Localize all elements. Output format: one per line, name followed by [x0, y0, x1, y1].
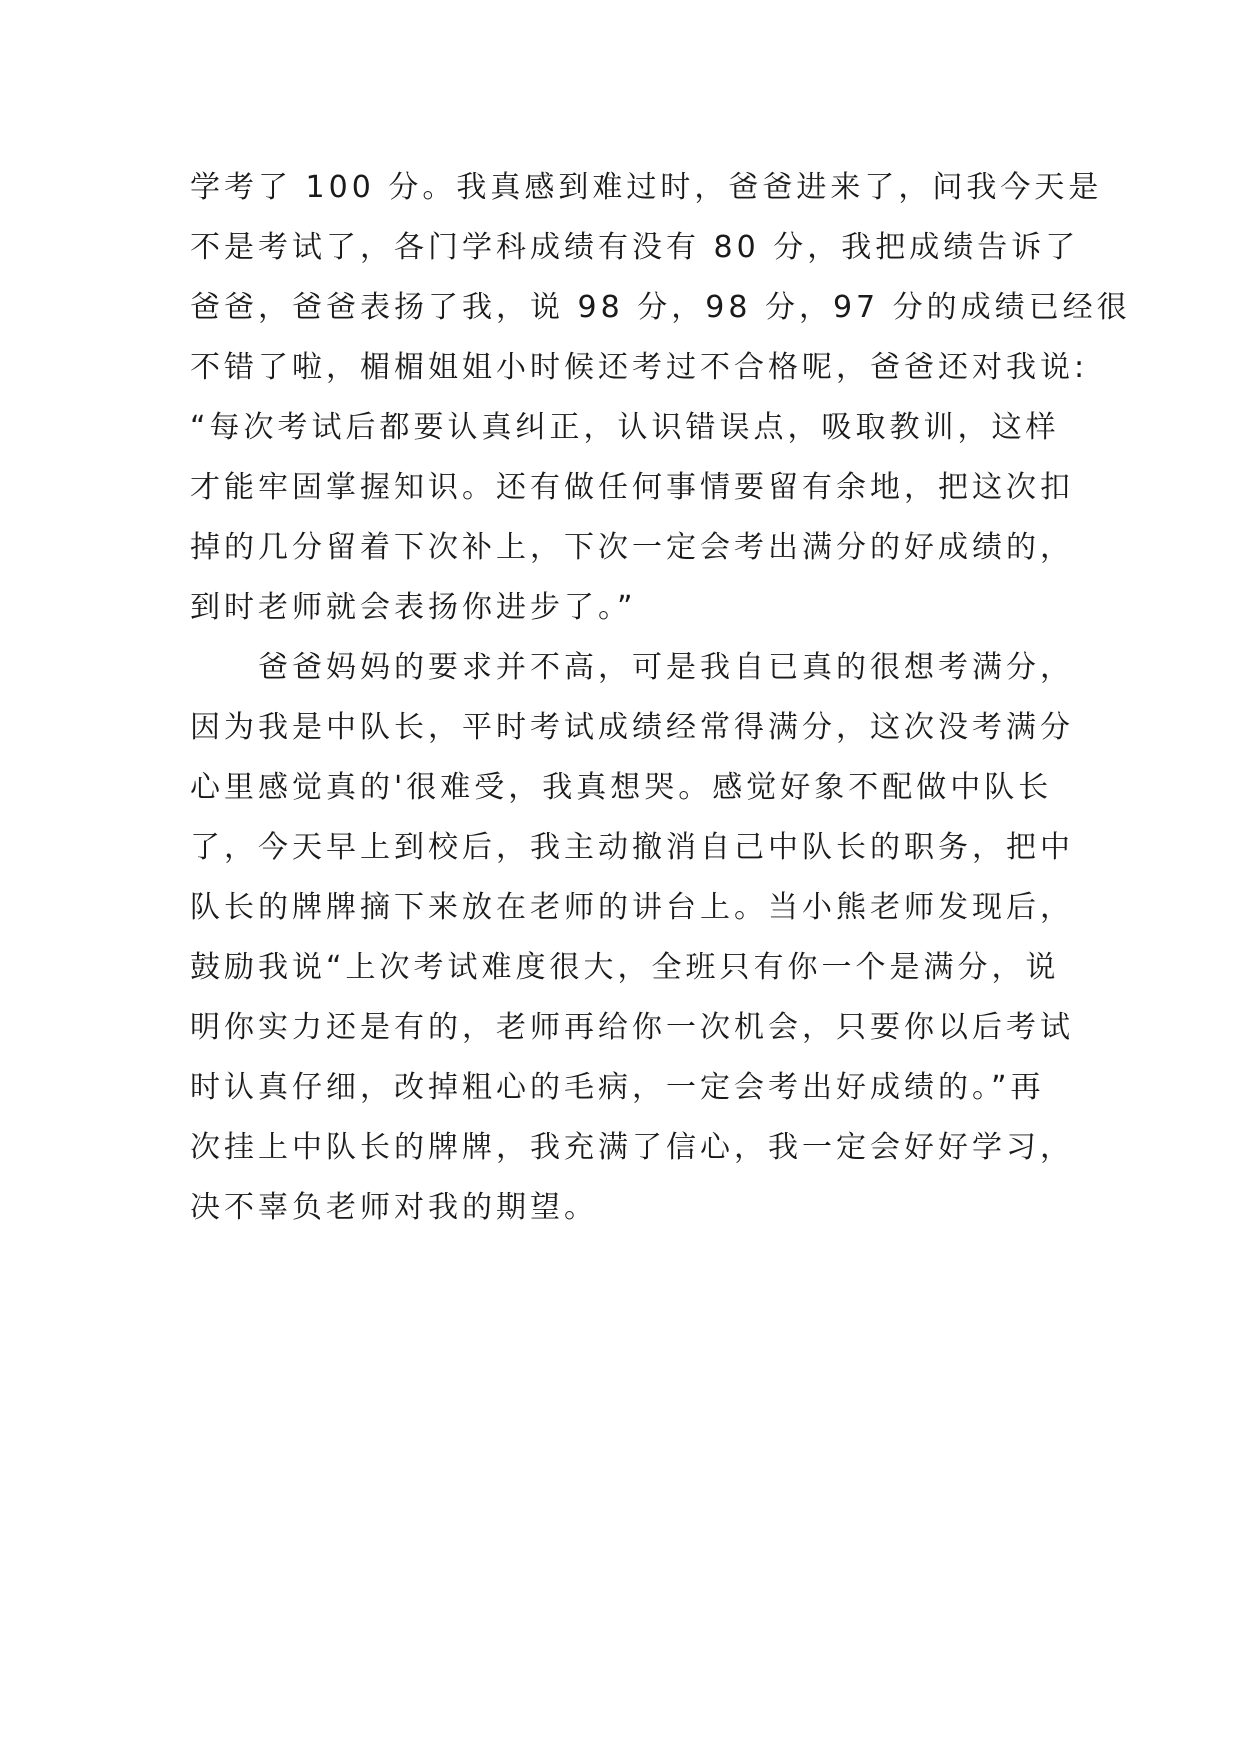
text-line: 因为我是中队长，平时考试成绩经常得满分，这次没考满分 — [190, 710, 1074, 745]
text-line: 鼓励我说“上次考试难度很大，全班只有你一个是满分，说 — [190, 950, 1060, 985]
text-line: 次挂上中队长的牌牌，我充满了信心，我一定会好好学习， — [190, 1130, 1074, 1165]
text-line: 才能牢固掌握知识。还有做任何事情要留有余地，把这次扣 — [190, 470, 1074, 505]
text-line: 爸爸妈妈的要求并不高，可是我自已真的很想考满分， — [258, 650, 1074, 685]
body-text — [190, 158, 1131, 1238]
text-line: 明你实力还是有的，老师再给你一次机会，只要你以后考试 — [190, 1010, 1074, 1045]
text-line: 爸爸，爸爸表扬了我，说 98 分，98 分，97 分的成绩已经很 — [190, 290, 1131, 325]
text-line: 心里感觉真的'很难受，我真想哭。感觉好象不配做中队长 — [190, 770, 1053, 805]
text-line: 决不辜负老师对我的期望。 — [190, 1190, 598, 1225]
text-line: 学考了 100 分。我真感到难过时，爸爸进来了，问我今天是 — [190, 170, 1103, 205]
text-line: 队长的牌牌摘下来放在老师的讲台上。当小熊老师发现后， — [190, 890, 1074, 925]
text-line: 到时老师就会表扬你进步了。” — [190, 590, 637, 625]
text-line: 不是考试了，各门学科成绩有没有 80 分，我把成绩告诉了 — [190, 230, 1080, 265]
text-line: 不错了啦，楣楣姐姐小时候还考过不合格呢，爸爸还对我说: — [190, 350, 1089, 385]
text-line: 了，今天早上到校后，我主动撤消自己中队长的职务，把中 — [190, 830, 1074, 865]
text-line: “每次考试后都要认真纠正，认识错误点，吸取教训，这样 — [190, 410, 1060, 445]
text-line: 时认真仔细，改掉粗心的毛病，一定会考出好成绩的。”再 — [190, 1070, 1045, 1105]
text-line: 掉的几分留着下次补上，下次一定会考出满分的好成绩的， — [190, 530, 1074, 565]
